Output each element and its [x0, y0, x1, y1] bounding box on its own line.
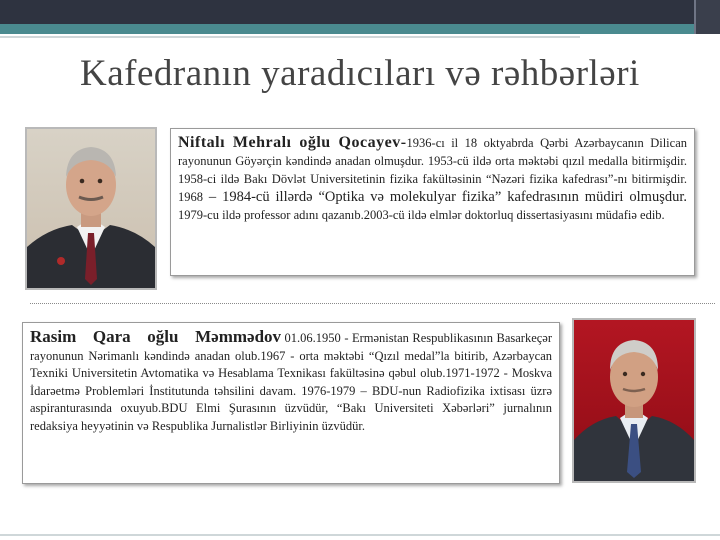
slide-title: Kafedranın yaradıcıları və rəhbərləri	[80, 53, 640, 94]
person1-bio-part1: 1936-cı il 18 oktyabrda Qərbi Azərbaycanın Dilican rayonunun Göyərçin kəndində anadan olmuşdur. 1953-cü ildə orta məktəbi qızıl medalla bitirmişdir. 1958-ci ildə Bakı Dövlət Universitetinin fizika fakültəsinin “Nəzəri fizika kafedrası”-nı bitirmişdir. 1968	[178, 136, 687, 204]
person2-name: Rasim Qara oğlu Məmmədov	[30, 327, 282, 346]
person2-bio: 01.06.1950 - Ermənistan Respublikasının Basarkeçər rayonunun Nərimanlı kəndində anadan olub.1967 - orta məktəbi “Qızıl medal”la bitirib, Azərbaycan Texniki Universitetin Avtomatika və Hesablama Texnikası fakültəsinə qəbul olub.1971-1972 - Moskva İdarəetmə Problemləri İnstitutunda təhsilini davam. 1976-1979 – BDU-nun Radiofizika ixtisası üzrə aspiranturasında oxuyub.BDU Elmi Şurasının üzvüdür, “Bakı Universiteti Xəbərləri” jurnalının redaksiya heyyətinin və Respublika Jurnalistlər Birliyinin üzvüdür.	[30, 331, 552, 433]
corner-box	[694, 0, 720, 34]
top-bar	[0, 0, 720, 24]
portrait-photo-1	[25, 127, 157, 290]
person1-name: Niftalı Mehralı oğlu Qocayev-	[178, 134, 407, 151]
person1-bio-part2: – 1984-cü illərdə “Optika və molekulyar fizika” kafedrasının müdiri olmuşdur.	[203, 189, 687, 205]
bio-box-2	[22, 322, 560, 484]
bio-box-1	[170, 128, 695, 276]
title-rule	[0, 36, 580, 38]
bottom-rule	[0, 534, 720, 536]
portrait-photo-2	[572, 318, 696, 483]
section-divider	[30, 303, 715, 304]
accent-bar	[0, 24, 720, 34]
person1-bio-part3: 1979-cu ildə professor adını qazanıb.2003-cü ildə elmlər doktorluq dissertasiyasını müdafiə edib.	[178, 208, 665, 222]
